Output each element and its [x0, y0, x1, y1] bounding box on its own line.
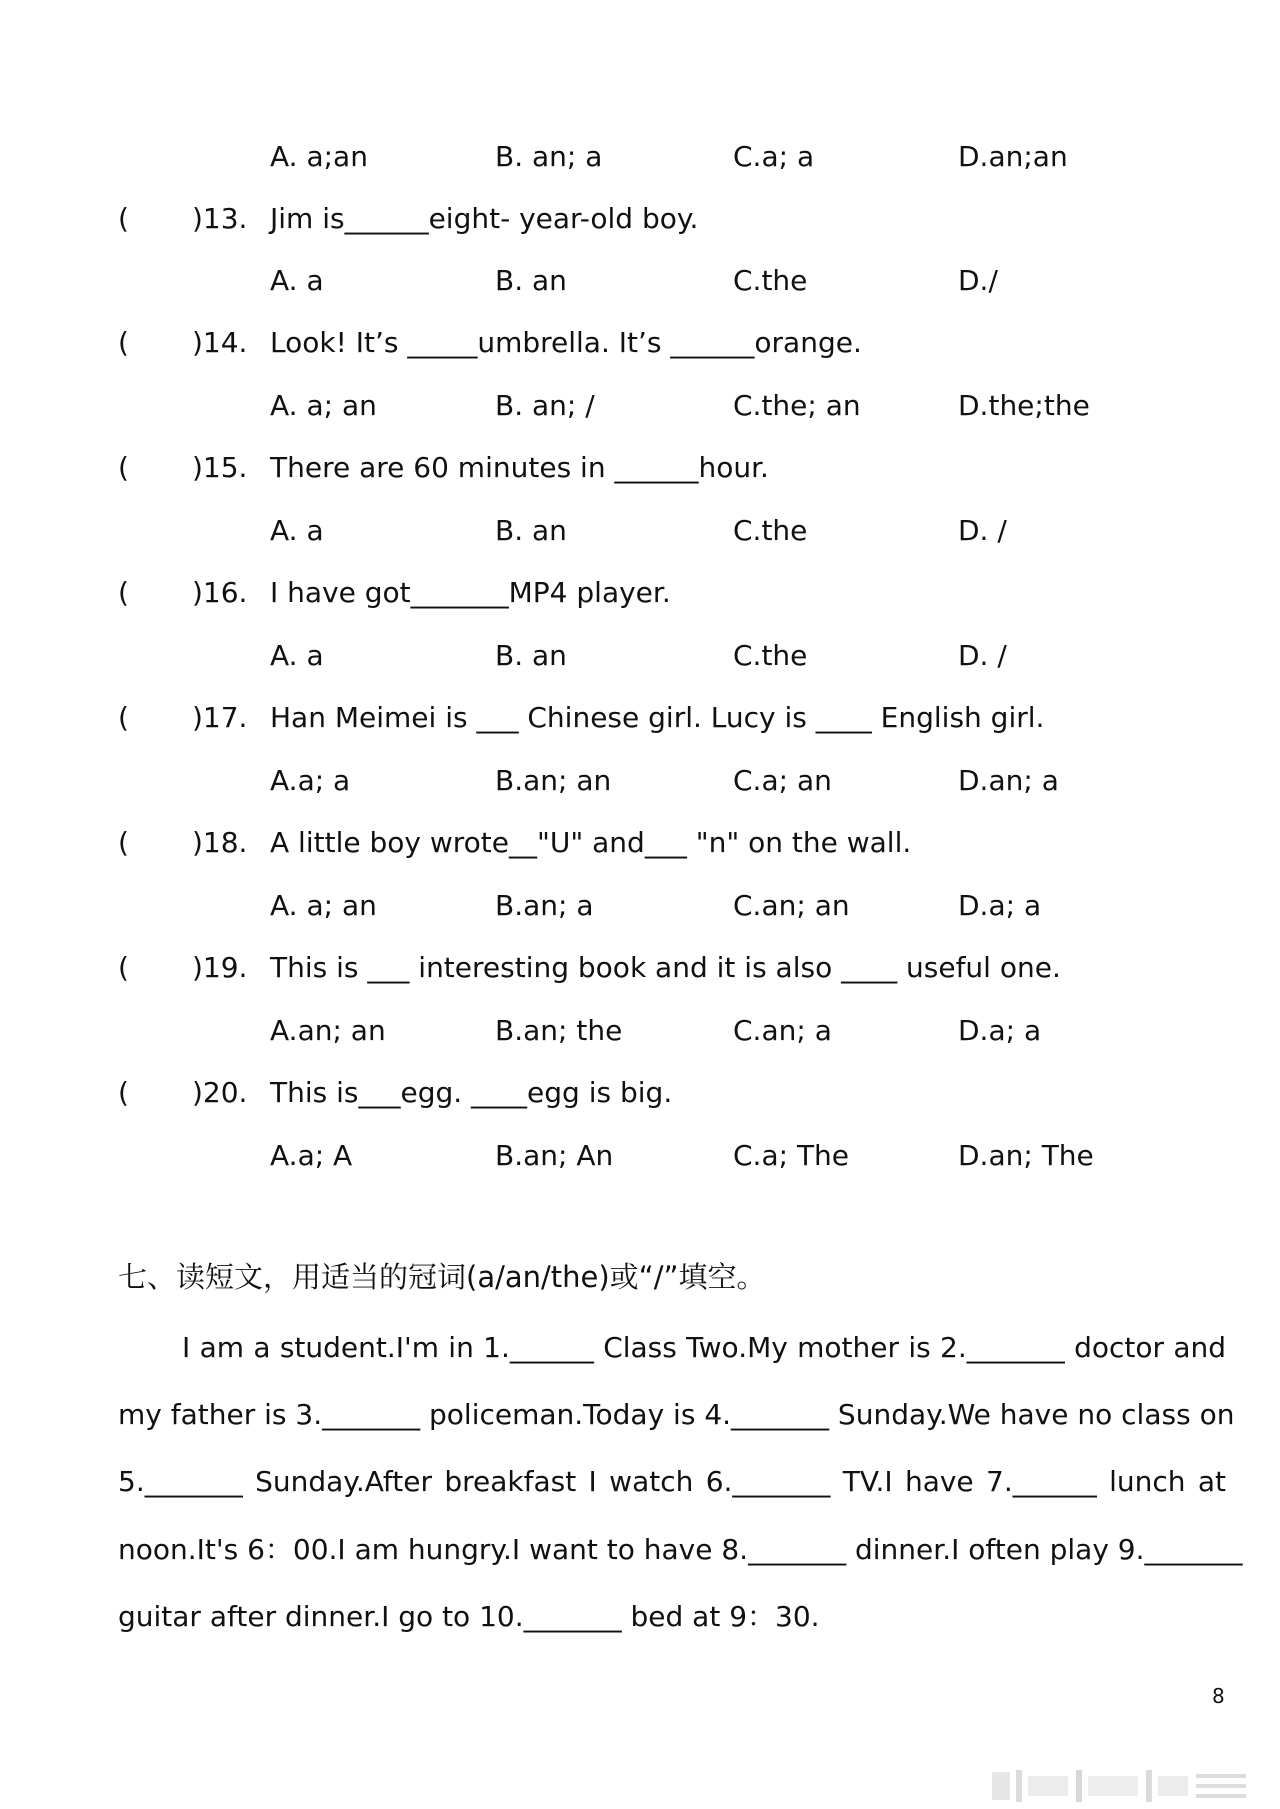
option-b: B.an; an: [495, 764, 612, 797]
option-d: D./: [958, 264, 998, 297]
question-number: )15.: [192, 451, 248, 484]
question-number: )19.: [192, 951, 248, 984]
option-a: A. a: [270, 264, 324, 297]
question-number: )13.: [192, 202, 248, 235]
option-a: A. a; an: [270, 889, 377, 922]
question-text: I have got_______MP4 player.: [270, 576, 671, 609]
option-b: B. an; /: [495, 389, 595, 422]
passage-line: 5._______ Sunday.After breakfast I watch 6._______ TV.I have 7.______ lunch at: [118, 1465, 1226, 1498]
option-c: C.an; a: [733, 1014, 832, 1047]
option-a: A. a: [270, 639, 324, 672]
option-d: D.an; The: [958, 1139, 1094, 1172]
question-text: Look! It’s _____umbrella. It’s ______orange.: [270, 326, 862, 359]
option-a: A.an; an: [270, 1014, 386, 1047]
passage-line: noon.It's 6：00.I am hungry.I want to have 8._______ dinner.I often play 9._______: [118, 1533, 1243, 1566]
section-title: 七、读短文，用适当的冠词(a/an/the)或“/”填空。: [118, 1260, 766, 1294]
option-d: D.an; a: [958, 764, 1059, 797]
option-b: B. an; a: [495, 140, 603, 173]
option-a: A. a; an: [270, 389, 377, 422]
watermark-logo-icon: [990, 1768, 1250, 1804]
question-text: Han Meimei is ___ Chinese girl. Lucy is ____ English girl.: [270, 701, 1045, 734]
option-d: D.a; a: [958, 889, 1042, 922]
question-number: )16.: [192, 576, 248, 609]
option-c: C.a; a: [733, 140, 815, 173]
option-c: C.the; an: [733, 389, 861, 422]
option-b: B. an: [495, 264, 567, 297]
answer-paren-open: (: [118, 326, 129, 359]
option-a: A.a; A: [270, 1139, 353, 1172]
option-c: C.an; an: [733, 889, 850, 922]
option-d: D.a; a: [958, 1014, 1042, 1047]
option-a: A.a; a: [270, 764, 351, 797]
option-d: D.an;an: [958, 140, 1068, 173]
option-a: A. a: [270, 514, 324, 547]
option-c: C.a; an: [733, 764, 832, 797]
question-number: )18.: [192, 826, 248, 859]
passage-line: I am a student.I'm in 1.______ Class Two.My mother is 2._______ doctor and: [182, 1331, 1226, 1364]
option-b: B. an: [495, 514, 567, 547]
question-number: )20.: [192, 1076, 248, 1109]
page-number: 8: [1212, 1684, 1225, 1708]
question-text: A little boy wrote__"U" and___ "n" on the wall.: [270, 826, 912, 859]
option-d: D. /: [958, 514, 1007, 547]
option-b: B.an; An: [495, 1139, 614, 1172]
question-number: )17.: [192, 701, 248, 734]
question-text: This is___egg. ____egg is big.: [270, 1076, 673, 1109]
option-b: B.an; the: [495, 1014, 623, 1047]
question-number: )14.: [192, 326, 248, 359]
answer-paren-open: (: [118, 826, 129, 859]
answer-paren-open: (: [118, 576, 129, 609]
option-d: D. /: [958, 639, 1007, 672]
answer-paren-open: (: [118, 701, 129, 734]
option-b: B. an: [495, 639, 567, 672]
question-text: Jim is______eight- year-old boy.: [270, 202, 699, 235]
answer-paren-open: (: [118, 1076, 129, 1109]
option-a: A. a;an: [270, 140, 368, 173]
option-d: D.the;the: [958, 389, 1090, 422]
passage-line: guitar after dinner.I go to 10._______ bed at 9：30.: [118, 1600, 820, 1633]
question-text: There are 60 minutes in ______hour.: [270, 451, 769, 484]
option-c: C.the: [733, 639, 808, 672]
option-b: B.an; a: [495, 889, 594, 922]
option-c: C.a; The: [733, 1139, 850, 1172]
answer-paren-open: (: [118, 451, 129, 484]
passage-line: my father is 3._______ policeman.Today is 4._______ Sunday.We have no class on: [118, 1398, 1235, 1431]
option-c: C.the: [733, 514, 808, 547]
answer-paren-open: (: [118, 951, 129, 984]
question-text: This is ___ interesting book and it is also ____ useful one.: [270, 951, 1061, 984]
answer-paren-open: (: [118, 202, 129, 235]
option-c: C.the: [733, 264, 808, 297]
